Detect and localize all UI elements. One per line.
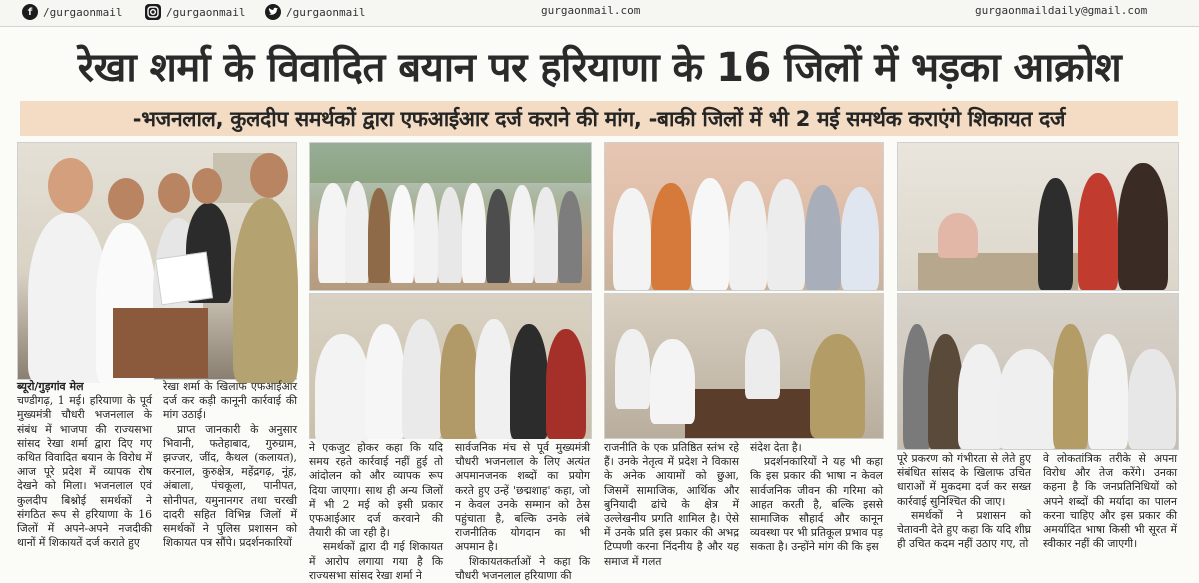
instagram-icon bbox=[145, 4, 161, 20]
email-link[interactable] bbox=[975, 4, 1147, 17]
photo-group-building bbox=[604, 142, 884, 291]
twitter-icon bbox=[265, 4, 281, 20]
article-col6b-text: प्रदर्शनकारियों ने यह भी कहा कि इस प्रकार की भाषा न केवल सार्वजनिक जीवन की गरिमा को आहत करती है, बल्कि इससे सामाजिक सौहार्द और कानून व्यवस्था पर भी प्रतिकूल प्रभाव पड़ सकता है। उन्होंने मांग की कि इस bbox=[750, 455, 883, 554]
article-col2b-text: प्राप्त जानकारी के अनुसार भिवानी, फतेहाबाद, गुरुग्राम, झज्जर, जींद, कैथल (कलायत), करनाल, कुरुक्षेत्र, महेंद्रगढ़, नूंह, अंबाला, पंचकूला, पानीपत, सोनीपत, यमुनानगर तथा चरखी दादरी सहित विभिन्न जिलों में समर्थकों ने पुलिस प्रशासन को शिकायत पत्र सौंपे। प्रदर्शनकारियों bbox=[163, 422, 297, 550]
article-column-8 bbox=[1043, 452, 1177, 570]
facebook-icon: f bbox=[22, 4, 38, 20]
article-col3b-text: समर्थकों द्वारा दी गई शिकायत में आरोप लगाया गया है कि राज्यसभा सांसद रेखा शर्मा ने bbox=[309, 540, 443, 582]
article-column-3 bbox=[309, 441, 443, 582]
photo-police-station-group bbox=[309, 293, 592, 439]
photo-officer-desk-meeting bbox=[604, 293, 884, 439]
instagram-link[interactable] bbox=[145, 4, 245, 20]
article-col2a-text: रेखा शर्मा के खिलाफ एफआईआर दर्ज कर कड़ी कानूनी कार्रवाई की मांग उठाई। bbox=[163, 380, 297, 422]
subheadline: -भजनलाल, कुलदीप समर्थकों द्वारा एफआईआर दर्ज कराने की मांग, -बाकी जिलों में भी 2 मई समर्थक कराएंगे शिकायत दर्ज bbox=[20, 101, 1178, 136]
article-col4a-text: सार्वजनिक मंच से पूर्व मुख्यमंत्री चौधरी भजनलाल के लिए अत्यंत अपमानजनक शब्दों का प्रयोग करते हुए उन्हें 'छद्मशाह' कहा, जो न केवल उनके सम्मान को ठेस पहुंचाता है, बल्कि उनके लंबे राजनीतिक योगदान का भी अपमान है। bbox=[455, 441, 590, 554]
article-col1-text: चण्डीगढ़, 1 मई। हरियाणा के पूर्व मुख्यमंत्री चौधरी भजनलाल के संबंध में भाजपा की राज्यसभा सांसद रेखा शर्मा द्वारा दिए गए कथित विवादित बयान के विरोध में आज पूरे प्रदेश में व्यापक रोष देखने को मिला। भजनलाल एवं कुलदीप बिश्नोई समर्थकों ने संगठित रूप से हरियाणा के 16 जिलों में अपने-अपने नजदीकी थानों में शिकायतें दर्ज कराते हुए bbox=[17, 394, 152, 550]
article-column-5 bbox=[604, 441, 739, 571]
photo-office-officer bbox=[897, 142, 1179, 291]
headline: रेखा शर्मा के विवादित बयान पर हरियाणा के 16 जिलों में भड़का आक्रोश bbox=[77, 44, 1122, 91]
article-column-1 bbox=[17, 380, 152, 570]
twitter-handle: /gurgaonmail bbox=[286, 5, 366, 19]
facebook-link[interactable] bbox=[22, 4, 122, 20]
article-col8-text: वे लोकतांत्रिक तरीके से अपना विरोध और तेज करेंगे। उनका कहना है कि जनप्रतिनिधियों को अपने शब्दों की मर्यादा का पालन करना चाहिए और इस प्रकार की अमर्यादित भाषा किसी भी सूरत में स्वीकार नहीं की जाएगी। bbox=[1043, 452, 1177, 551]
article-column-4 bbox=[455, 441, 590, 582]
article-col4b-text: शिकायतकर्ताओं ने कहा कि चौधरी भजनलाल हरियाणा की bbox=[455, 554, 590, 582]
twitter-link[interactable] bbox=[265, 4, 365, 20]
photo-crowd-police bbox=[897, 293, 1179, 450]
website-link[interactable] bbox=[541, 4, 640, 17]
article-col6a-text: संदेश देता है। bbox=[750, 441, 802, 454]
instagram-handle: /gurgaonmail bbox=[166, 5, 246, 19]
photo-complaint-handover bbox=[17, 142, 297, 380]
article-col7b-text: समर्थकों ने प्रशासन को चेतावनी देते हुए कहा कि यदि शीघ्र ही उचित कदम नहीं उठाए गए, तो bbox=[897, 508, 1032, 551]
article-col5-text: राजनीति के एक प्रतिष्ठित स्तंभ रहे हैं। उनके नेतृत्व में प्रदेश ने विकास के अनेक आयामों को छुआ, जिसमें सामाजिक, आर्थिक और बुनियादी ढांचे के क्षेत्र में उल्लेखनीय प्रगति शामिल है। ऐसे में उनके प्रति इस प्रकार की अभद्र टिप्पणी करना निंदनीय है और यह समाज में गलत bbox=[604, 441, 739, 568]
facebook-handle: /gurgaonmail bbox=[43, 5, 123, 19]
byline: ब्यूरो/गुड़गांव मेल bbox=[17, 380, 84, 393]
article-column-7 bbox=[897, 452, 1031, 570]
masthead-bar bbox=[0, 0, 1199, 27]
email-text: gurgaonmaildaily@gmail.com bbox=[975, 4, 1148, 17]
photo-group-outdoor bbox=[309, 142, 592, 291]
article-column-2 bbox=[163, 380, 297, 570]
article-col7a-text: पूरे प्रकरण को गंभीरता से लेते हुए संबंधित सांसद के खिलाफ उचित धाराओं में मुकदमा दर्ज कर सख्त कार्रवाई सुनिश्चित की जाए। bbox=[897, 452, 1031, 508]
article-col3a-text: ने एकजुट होकर कहा कि यदि समय रहते कार्रवाई नहीं हुई तो आंदोलन को और व्यापक रूप दिया जाएगा। साथ ही अन्य जिलों में भी 2 मई को इसी प्रकार एफआईआर दर्ज करवाने की तैयारी की जा रही है। bbox=[309, 441, 443, 540]
article-column-6 bbox=[750, 441, 883, 571]
website-text: gurgaonmail.com bbox=[541, 4, 641, 17]
